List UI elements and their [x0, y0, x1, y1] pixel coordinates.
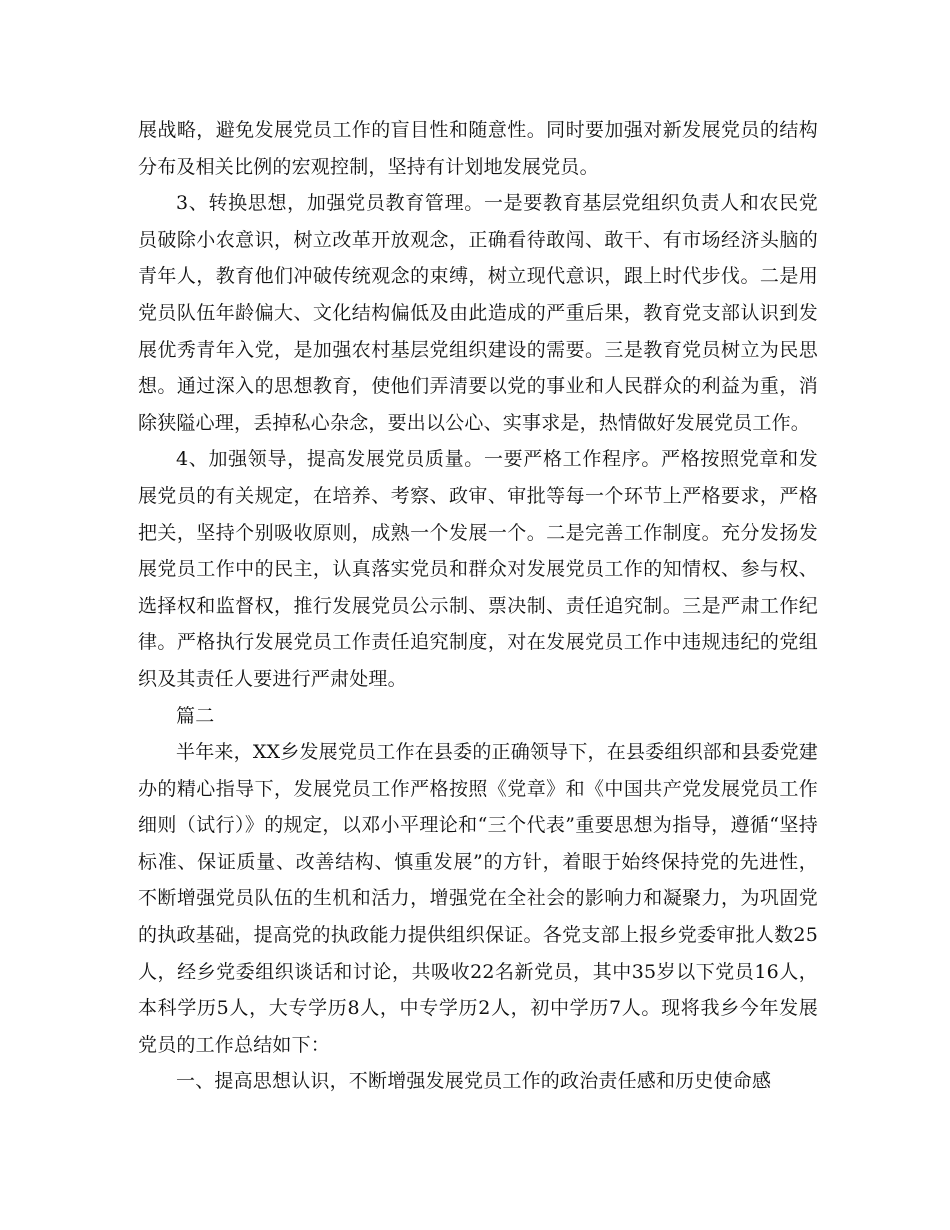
document-page — [138, 112, 818, 1100]
paragraph-item-4: 4、加强领导，提高发展党员质量。一要严格工作程序。严格按照党章和发展党员的有关规定，在培养、考察、政审、审批等每一个环节上严格要求，严格把关，坚持个别吸收原则，成熟一个发展一个。二是完善工作制度。充分发扬发展党员工作中的民主，认真落实党员和群众对发展党员工作的知情权、参与权、选择权和监督权，推行发展党员公示制、票决制、责任追究制。三是严肃工作纪律。严格执行发展党员工作责任追究制度，对在发展党员工作中违规违纪的党组织及其责任人要进行严肃处理。 — [138, 448, 818, 690]
paragraph-summary-intro: 半年来，XX乡发展党员工作在县委的正确领导下，在县委组织部和县委党建办的精心指导下，发展党员工作严格按照《党章》和《中国共产党发展党员工作细则（试行）》的规定，以邓小平理论和“三个代表”重要思想为指导，遵循“坚持标准、保证质量、改善结构、慎重发展”的方针，着眼于始终保持党的先进性，不断增强党员队伍的生机和活力，增强党在全社会的影响力和凝聚力，为巩固党的执政基础，提高党的执政能力提供组织保证。各党支部上报乡党委审批人数25人，经乡党委组织谈话和讨论，共吸收22名新党员，其中35岁以下党员16人，本科学历5人，大专学历8人，中专学历2人，初中学历7人。现将我乡今年发展党员的工作总结如下： — [138, 741, 818, 1056]
paragraph-item-3: 3、转换思想，加强党员教育管理。一是要教育基层党组织负责人和农民党员破除小农意识，树立改革开放观念，正确看待敢闯、敢干、有市场经济头脑的青年人，教育他们冲破传统观念的束缚，树立现代意识，跟上时代步伐。二是用党员队伍年龄偏大、文化结构偏低及由此造成的严重后果，教育党支部认识到发展优秀青年入党，是加强农村基层党组织建设的需要。三是教育党员树立为民思想。通过深入的思想教育，使他们弄清要以党的事业和人民群众的利益为重，消除狭隘心理，丢掉私心杂念，要出以公心、实事求是，热情做好发展党员工作。 — [138, 192, 818, 434]
paragraph-continuation: 展战略，避免发展党员工作的盲目性和随意性。同时要加强对新发展党员的结构分布及相关比例的宏观控制，坚持有计划地发展党员。 — [138, 119, 818, 178]
paragraph-heading-one: 一、提高思想认识，不断增强发展党员工作的政治责任感和历史使命感 — [176, 1070, 772, 1093]
section-heading: 篇二 — [176, 704, 215, 727]
